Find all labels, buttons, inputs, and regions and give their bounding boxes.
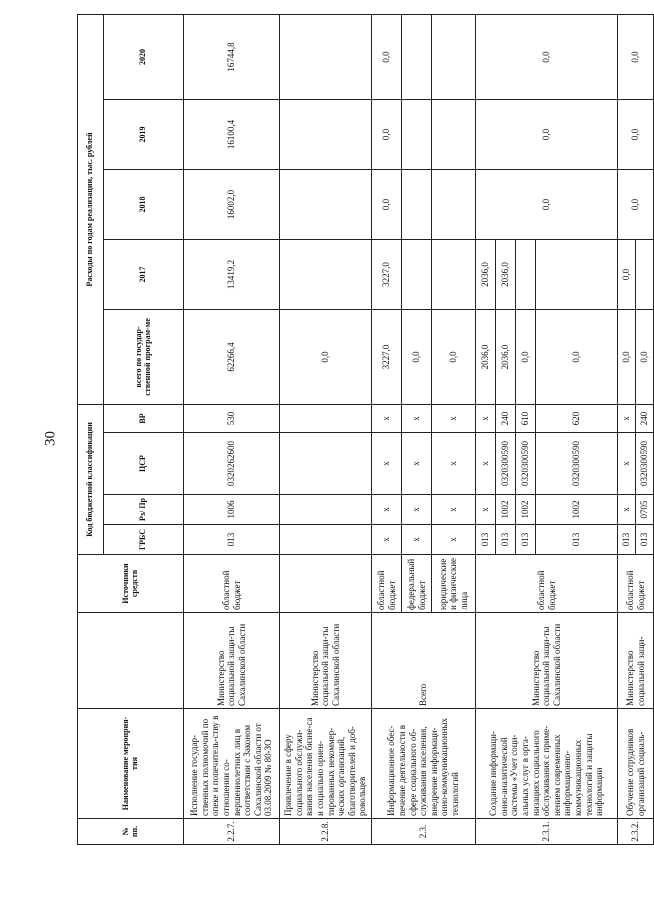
cell-2019: 0,0 [618,99,654,169]
cell-2019 [280,99,372,169]
cell-source: областной бюджет [372,555,402,613]
table-row [372,14,402,844]
header-rzpr: Рз/ Пр [104,495,184,525]
cell-2017 [280,239,372,309]
cell-2019: 16100,4 [184,99,280,169]
cell-csr: х [402,433,432,495]
cell-csr: х [618,433,636,495]
cell-2018: 0,0 [618,169,654,239]
table-row [280,14,372,844]
cell-vr: 610 [516,404,536,432]
cell-rzpr: х [402,495,432,525]
cell-2017: 2036,0 [496,239,516,309]
cell-grbs: 013 [618,525,636,555]
cell-rzpr [280,495,372,525]
cell-rzpr: х [476,495,496,525]
cell-total: 62266,4 [184,309,280,404]
cell-csr: 0320300590 [516,433,536,495]
cell-executor: Министерство социальной защи-ты Сахалинской области [476,613,618,709]
cell-vr: 620 [536,404,618,432]
cell-num: 2.3.1. [476,819,618,845]
cell-total: 0,0 [280,309,372,404]
cell-2017: 2036,0 [476,239,496,309]
cell-2019 [402,99,432,169]
cell-source: юридические и физические лица [432,555,476,613]
cell-vr: х [432,404,476,432]
cell-2017: 0,0 [618,239,636,309]
cell-total: 2036,0 [476,309,496,404]
cell-2018 [432,169,476,239]
cell-executor: Министерство социальной защи-ты Сахалинской области [280,613,372,709]
cell-2017: 13419,2 [184,239,280,309]
cell-total: 2036,0 [496,309,516,404]
header-grbs: ГРБС [104,525,184,555]
cell-rzpr: 1002 [496,495,516,525]
cell-grbs: х [432,525,476,555]
cell-2020: 0,0 [476,14,618,99]
cell-vr [280,404,372,432]
cell-2017 [636,239,654,309]
cell-csr: 0320300590 [496,433,516,495]
cell-source: федеральный бюджет [402,555,432,613]
cell-csr: х [372,433,402,495]
cell-2020 [280,14,372,99]
header-vr: ВР [104,404,184,432]
header-2019: 2019 [104,99,184,169]
table-row [184,14,280,844]
cell-csr: х [432,433,476,495]
cell-rzpr: х [432,495,476,525]
cell-name: Информационное обес-печение деятельности в сфере социального об-служивания населения, внедрение информаци-онно-коммуникационных технологий [372,709,476,819]
cell-source [280,555,372,613]
cell-rzpr: х [618,495,636,525]
cell-vr: х [618,404,636,432]
cell-grbs: 013 [476,525,496,555]
cell-2019 [432,99,476,169]
cell-total: 0,0 [636,309,654,404]
cell-name: Создание информаци-онно-аналитической системы «Учет соци-альных услуг в орга-низациях социального обслуживания с приме-нением современных информационно-коммуникационных технологий и защиты информации [476,709,618,819]
cell-2017: 3227,0 [372,239,402,309]
cell-2017 [536,239,618,309]
cell-num: 2.2.7. [184,819,280,845]
header-budget-code: Код бюджетной классификации [78,404,104,554]
header-2020: 2020 [104,14,184,99]
cell-total: 0,0 [432,309,476,404]
cell-name: Исполнение государ-ственных полномочий по опеке и попечитель-ству в отношении со-вершеннолетних лиц в соответствии с Законом Сахалинской области от 03.08.2009 № 80-ЗО [184,709,280,819]
cell-rzpr: 1002 [536,495,618,525]
header-total: всего по государ-ственной програм-ме [104,309,184,404]
cell-total: 0,0 [402,309,432,404]
cell-2017 [402,239,432,309]
cell-source: областной бюджет [618,555,654,613]
cell-num: 2.3.2. [618,819,654,845]
cell-csr: 0320300590 [636,433,654,495]
header-expenses: Расходы по годам реализации, тыс. рублей [78,14,104,404]
cell-vr: х [402,404,432,432]
cell-rzpr: 0705 [636,495,654,525]
cell-vr: х [476,404,496,432]
cell-csr: х [476,433,496,495]
cell-csr [280,433,372,495]
header-2018: 2018 [104,169,184,239]
header-csr: ЦСР [104,433,184,495]
rotated-sheet [77,15,650,845]
cell-csr: 0320262600 [184,433,280,495]
cell-vr: х [372,404,402,432]
cell-grbs: 013 [516,525,536,555]
cell-executor: Всего [372,613,476,709]
table-row [618,14,636,844]
cell-total: 3227,0 [372,309,402,404]
cell-total: 0,0 [618,309,636,404]
cell-name: Привлечение в сферу социального обслужи-вания населения бизне-са и социально ориен-тированных некоммер-ческих организаций, благотворителей и доб-ровольцев [280,709,372,819]
cell-2018 [280,169,372,239]
page-number: 30 [42,431,59,446]
cell-vr: 530 [184,404,280,432]
cell-2020 [432,14,476,99]
cell-executor: Министерство социальной защи-ты Сахалинской области [184,613,280,709]
cell-executor: Министерство социальной защи- [618,613,654,709]
cell-grbs: 013 [536,525,618,555]
cell-vr: 240 [636,404,654,432]
cell-2017 [432,239,476,309]
cell-num: 2.3. [372,819,476,845]
cell-2018: 16002,0 [184,169,280,239]
cell-vr: 240 [496,404,516,432]
cell-rzpr: 1002 [516,495,536,525]
cell-grbs: 013 [184,525,280,555]
cell-2018: 0,0 [476,169,618,239]
cell-grbs: 013 [636,525,654,555]
cell-grbs: 013 [496,525,516,555]
header-name: Наименование мероприя-тия [78,709,184,819]
cell-name: Обучение сотрудников организаций социаль- [618,709,654,819]
header-num: № пп. [78,819,184,845]
header-executor [78,613,184,709]
cell-grbs: х [402,525,432,555]
cell-2017 [516,239,536,309]
cell-csr: 0320300590 [536,433,618,495]
cell-2020: 0,0 [372,14,402,99]
cell-grbs [280,525,372,555]
cell-total: 0,0 [536,309,618,404]
cell-2019: 0,0 [476,99,618,169]
cell-2019: 0,0 [372,99,402,169]
header-2017: 2017 [104,239,184,309]
cell-num: 2.2.8. [280,819,372,845]
cell-2020 [402,14,432,99]
cell-rzpr: х [372,495,402,525]
cell-2020: 0,0 [618,14,654,99]
cell-2018 [402,169,432,239]
cell-grbs: х [372,525,402,555]
cell-2020: 16744,8 [184,14,280,99]
header-source: Источники средств [78,555,184,613]
table-row [476,14,496,844]
cell-rzpr: 1006 [184,495,280,525]
cell-source: областной бюджет [184,555,280,613]
budget-table [77,14,654,845]
cell-source: областной бюджет [476,555,618,613]
cell-2018: 0,0 [372,169,402,239]
cell-total: 0,0 [516,309,536,404]
